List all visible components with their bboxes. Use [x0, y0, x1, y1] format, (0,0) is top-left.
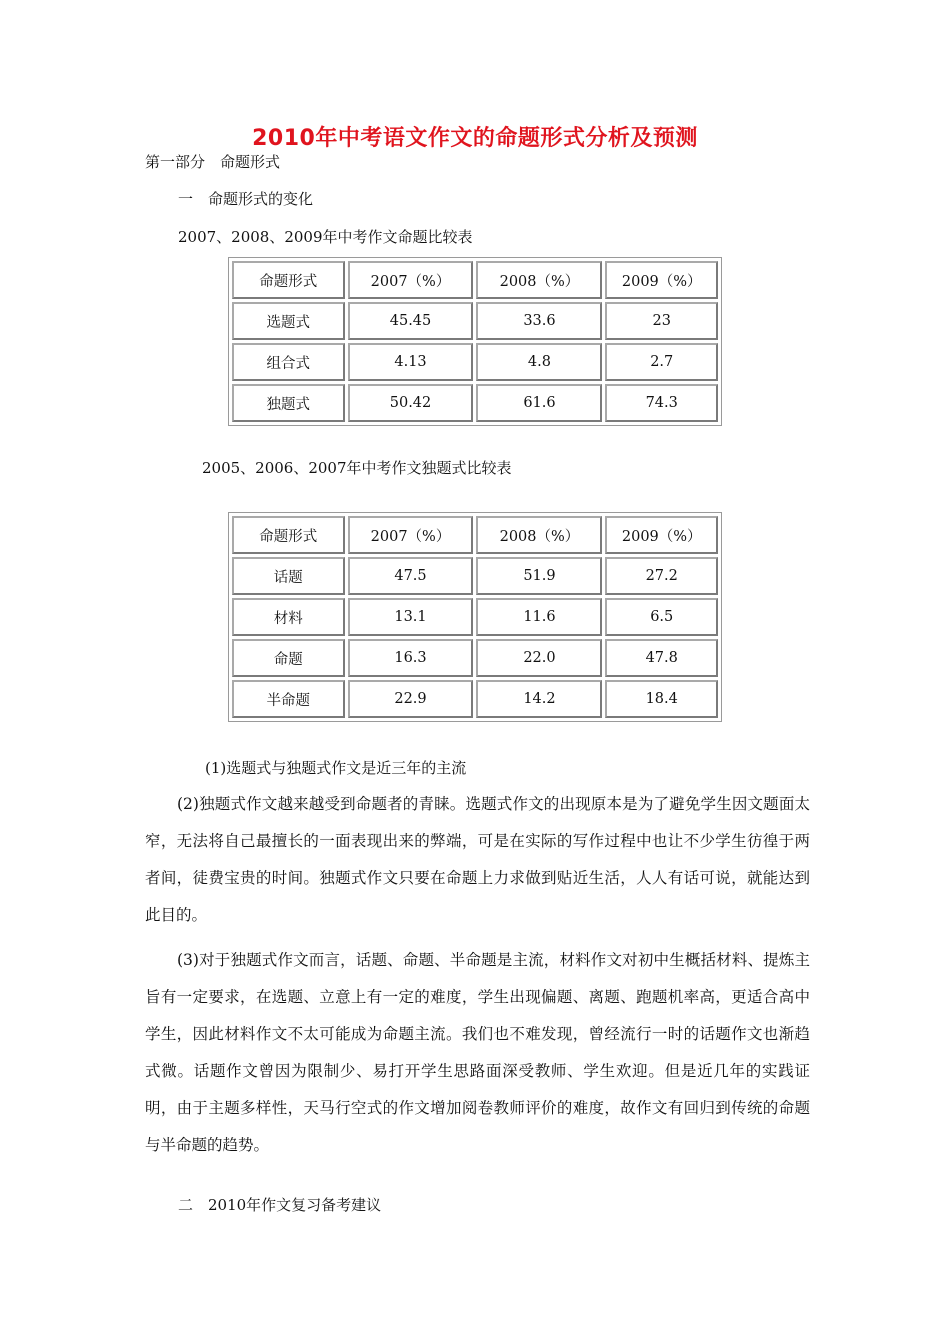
table-header-cell: 2007（%）: [348, 516, 474, 554]
value-cell: 11.6: [476, 598, 602, 636]
table-row: [232, 343, 718, 381]
value-cell: 23: [605, 302, 718, 340]
row-label-cell: 半命题: [232, 680, 345, 718]
table1-caption: 2007、2008、2009年中考作文命题比较表: [178, 228, 473, 246]
value-cell: 61.6: [476, 384, 602, 422]
table-row: [232, 384, 718, 422]
table-header-cell: 2007（%）: [348, 261, 474, 299]
row-label-cell: 话题: [232, 557, 345, 595]
row-label-cell: 独题式: [232, 384, 345, 422]
value-cell: 4.8: [476, 343, 602, 381]
part-heading: 第一部分 命题形式: [145, 153, 281, 171]
table-row: [232, 302, 718, 340]
point-2-paragraph: (2)独题式作文越来越受到命题者的青睐。选题式作文的出现原本是为了避免学生因文题面太窄，无法将自己最擅长的一面表现出来的弊端，可是在实际的写作过程中也让不少学生彷徨于两者间，徒费宝贵的时间。独题式作文只要在命题上力求做到贴近生活，人人有话可说，就能达到此目的。: [145, 795, 810, 924]
value-cell: 27.2: [605, 557, 718, 595]
row-label-cell: 材料: [232, 598, 345, 636]
value-cell: 6.5: [605, 598, 718, 636]
value-cell: 47.8: [605, 639, 718, 677]
table-header-cell: 2008（%）: [476, 261, 602, 299]
row-label-cell: 组合式: [232, 343, 345, 381]
value-cell: 50.42: [348, 384, 474, 422]
comparison-table-1: [228, 257, 722, 426]
value-cell: 45.45: [348, 302, 474, 340]
value-cell: 18.4: [605, 680, 718, 718]
table-row: [232, 598, 718, 636]
table-header-cell: 2009（%）: [605, 261, 718, 299]
page-title: 2010年中考语文作文的命题形式分析及预测: [252, 126, 698, 151]
table2-caption: 2005、2006、2007年中考作文独题式比较表: [202, 459, 512, 477]
comparison-table-2: [228, 512, 722, 722]
table-header-row: [232, 261, 718, 299]
value-cell: 4.13: [348, 343, 474, 381]
value-cell: 22.9: [348, 680, 474, 718]
value-cell: 33.6: [476, 302, 602, 340]
value-cell: 13.1: [348, 598, 474, 636]
value-cell: 16.3: [348, 639, 474, 677]
table-header-cell: 命题形式: [232, 261, 345, 299]
value-cell: 74.3: [605, 384, 718, 422]
value-cell: 51.9: [476, 557, 602, 595]
value-cell: 14.2: [476, 680, 602, 718]
point-3-paragraph: (3)对于独题式作文而言，话题、命题、半命题是主流，材料作文对初中生概括材料、提炼主旨有一定要求，在选题、立意上有一定的难度，学生出现偏题、离题、跑题机率高，更适合高中学生，因此材料作文不太可能成为命题主流。我们也不难发现，曾经流行一时的话题作文也渐趋式微。话题作文曾因为限制少、易打开学生思路面深受教师、学生欢迎。但是近几年的实践证明，由于主题多样性，天马行空式的作文增加阅卷教师评价的难度，故作文有回归到传统的命题与半命题的趋势。: [145, 951, 810, 1154]
point-1: (1)选题式与独题式作文是近三年的主流: [205, 759, 467, 777]
section-heading-1: 一 命题形式的变化: [178, 190, 314, 208]
section-heading-2: 二 2010年作文复习备考建议: [178, 1196, 382, 1214]
row-label-cell: 选题式: [232, 302, 345, 340]
value-cell: 22.0: [476, 639, 602, 677]
value-cell: 47.5: [348, 557, 474, 595]
table-header-row: [232, 516, 718, 554]
row-label-cell: 命题: [232, 639, 345, 677]
table-header-cell: 2009（%）: [605, 516, 718, 554]
table-row: [232, 680, 718, 718]
value-cell: 2.7: [605, 343, 718, 381]
table-row: [232, 557, 718, 595]
table-row: [232, 639, 718, 677]
table-header-cell: 2008（%）: [476, 516, 602, 554]
table-header-cell: 命题形式: [232, 516, 345, 554]
